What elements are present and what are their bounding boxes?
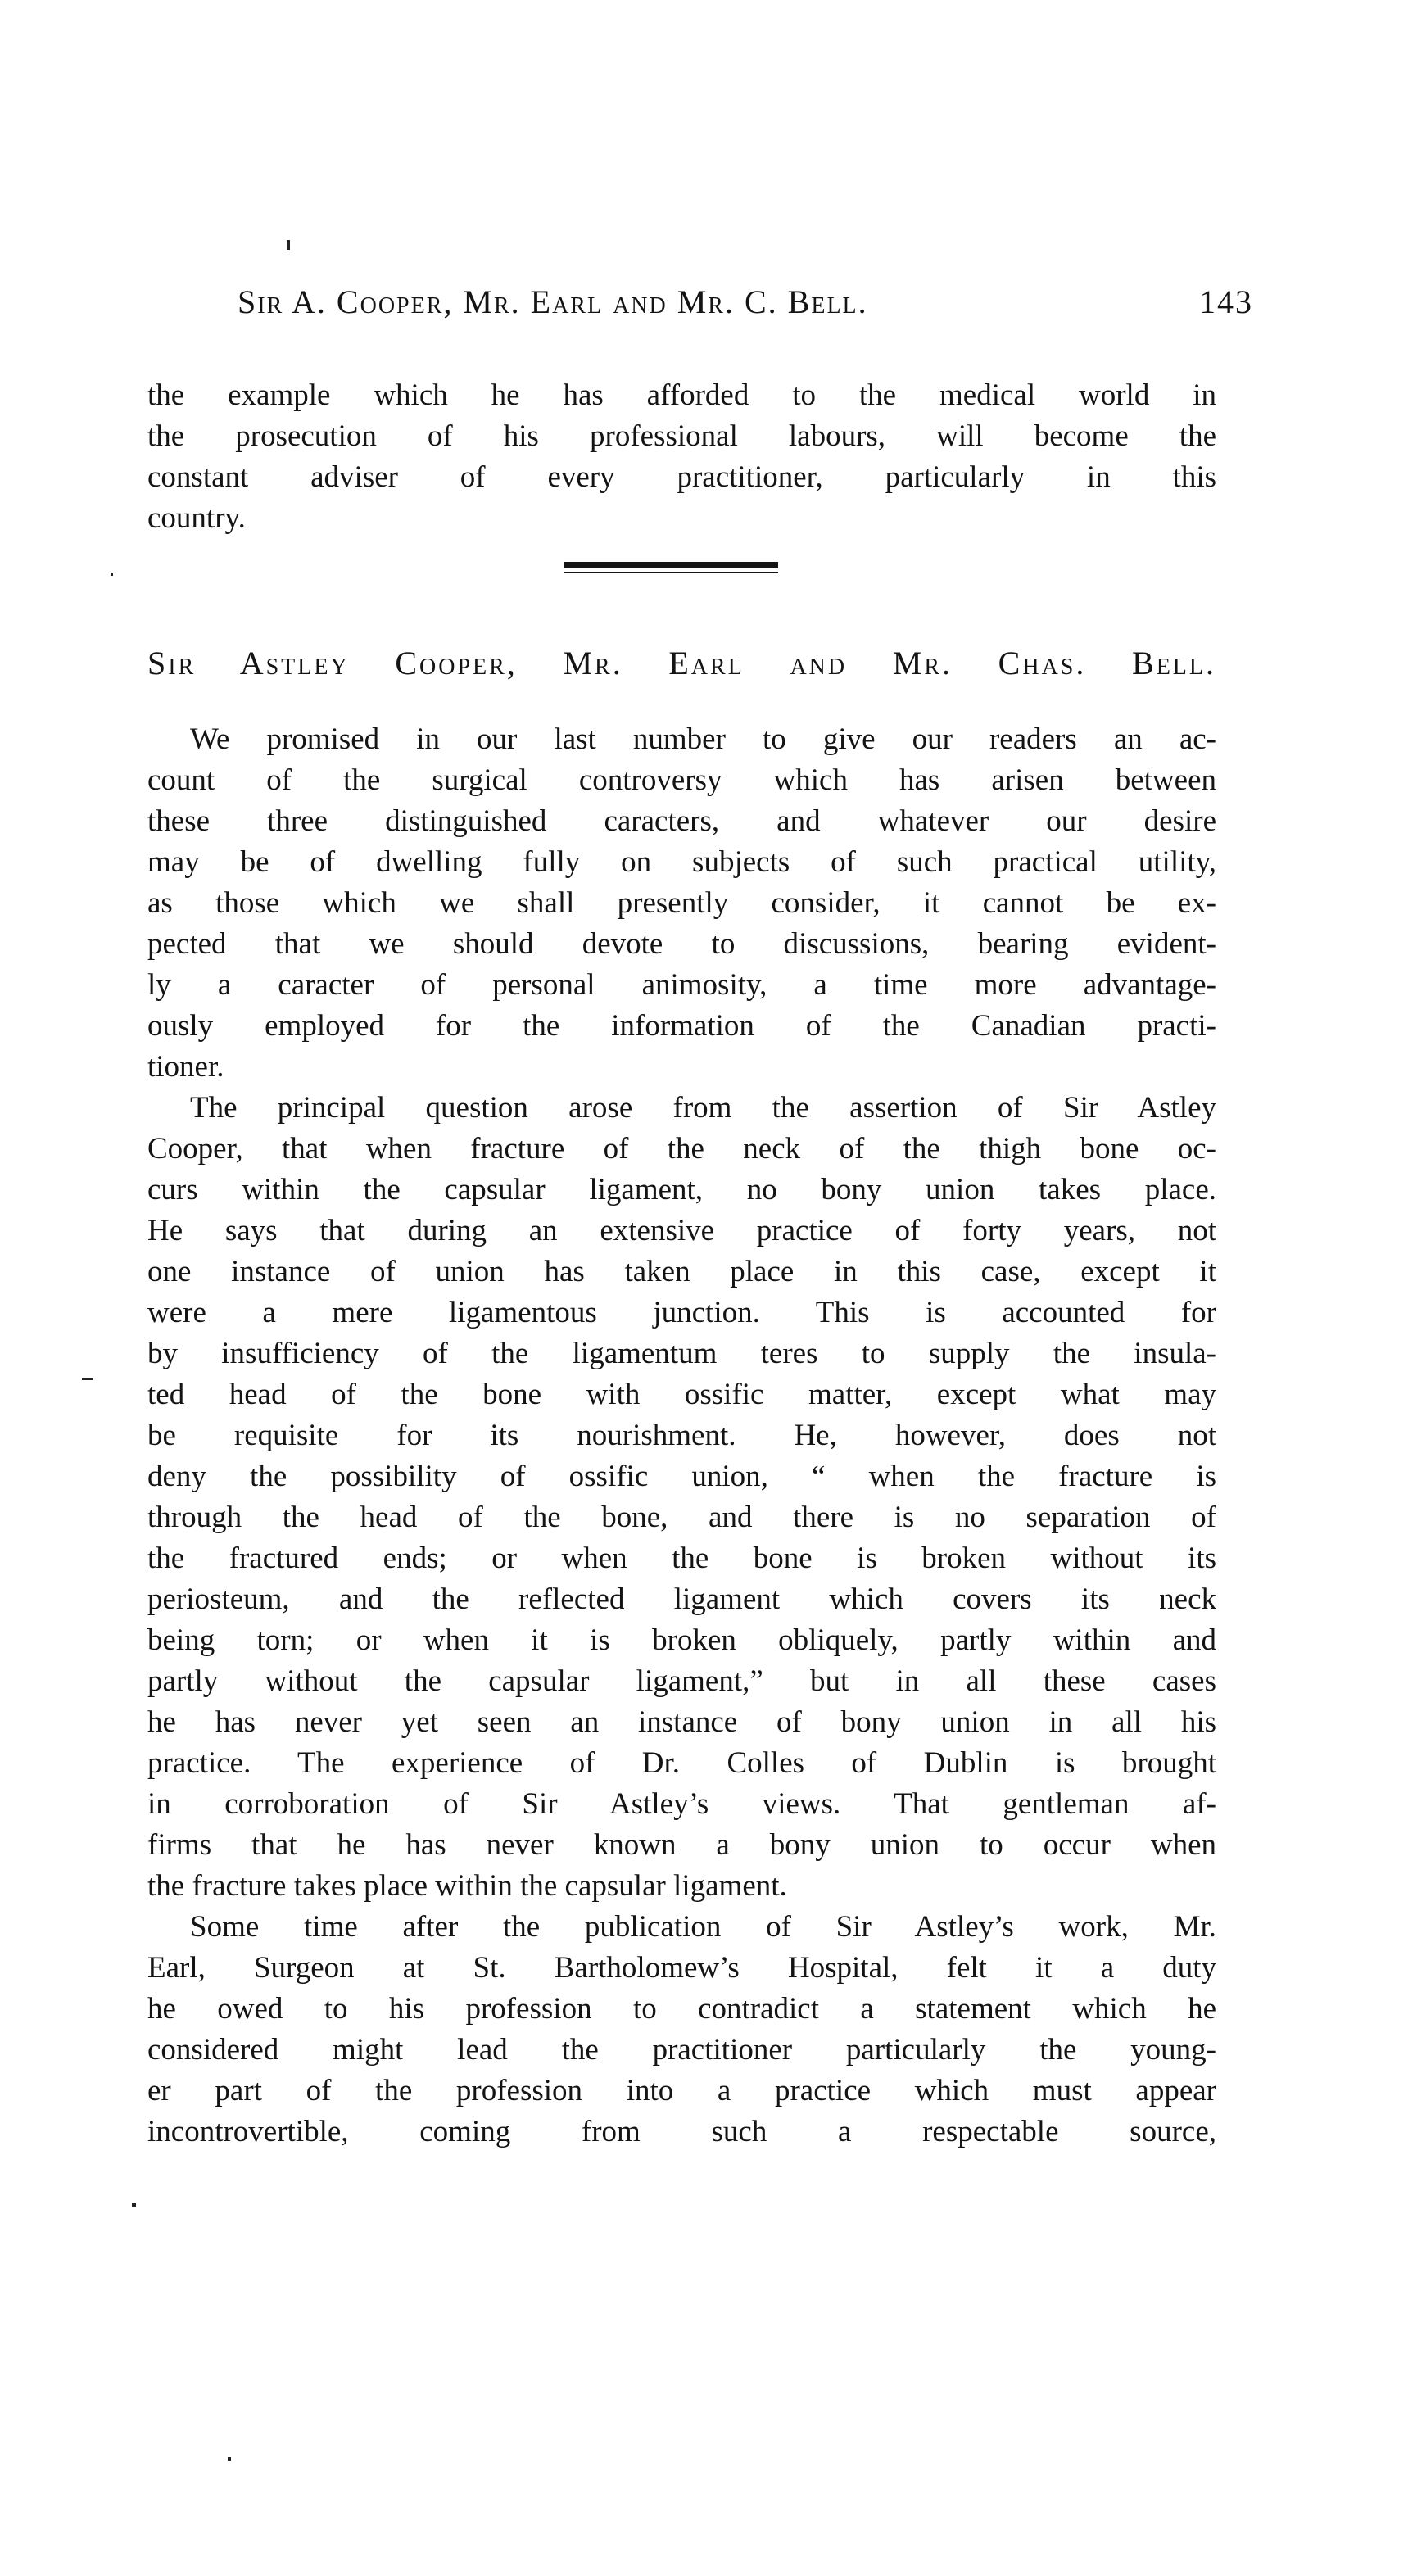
text-line: ted head of the bone with ossific matter, except what may [147, 1378, 1216, 1411]
paragraph [147, 1907, 1216, 2153]
text-line: the fracture takes place within the capsular ligament. [147, 1869, 787, 1903]
paragraph [147, 719, 1216, 1088]
text-line: as those which we shall presently consider, it cannot be ex- [147, 886, 1216, 920]
text-line: the example which he has afforded to the medical world in [147, 378, 1216, 412]
text-line: partly without the capsular ligament,” but in all these cases [147, 1664, 1216, 1698]
scan-speck [132, 2203, 136, 2207]
text-line: by insufficiency of the ligamentum teres to supply the insula- [147, 1337, 1216, 1370]
text-line: He says that during an extensive practice of forty years, not [147, 1214, 1216, 1247]
running-header [238, 283, 1253, 332]
text-line: he owed to his profession to contradict a statement which he [147, 1992, 1216, 2026]
text-line: in corroboration of Sir Astley’s views. That gentleman af- [147, 1787, 1216, 1821]
scan-speck [287, 240, 290, 250]
separator-thin-rule [564, 572, 778, 573]
text-line: count of the surgical controversy which has arisen between [147, 763, 1216, 797]
text-line: country. [147, 501, 246, 535]
text-line: We promised in our last number to give our readers an ac- [190, 722, 1216, 756]
text-line: he has never yet seen an instance of bony union in all his [147, 1705, 1216, 1739]
text-line: Cooper, that when fracture of the neck of the thigh bone oc- [147, 1132, 1216, 1166]
text-line: tioner. [147, 1050, 224, 1084]
section-separator-rule [564, 562, 778, 577]
text-line: incontrovertible, coming from such a respectable source, [147, 2115, 1216, 2148]
text-line: deny the possibility of ossific union, “ when the fracture is [147, 1460, 1216, 1493]
article-body [147, 719, 1216, 2153]
text-line: firms that he has never known a bony union to occur when [147, 1828, 1216, 1862]
article-heading: Sir Astley Cooper, Mr. Earl and Mr. Chas. Bell. [147, 645, 1216, 681]
text-line: constant adviser of every practitioner, particularly in this [147, 460, 1216, 494]
text-line: The principal question arose from the assertion of Sir Astley [190, 1091, 1216, 1125]
text-line: Earl, Surgeon at St. Bartholomew’s Hospital, felt it a duty [147, 1951, 1216, 1985]
text-line: were a mere ligamentous junction. This is accounted for [147, 1296, 1216, 1329]
text-line: pected that we should devote to discussions, bearing evident- [147, 927, 1216, 961]
scan-speck [82, 1378, 93, 1380]
separator-thick-rule [564, 562, 778, 568]
text-line: may be of dwelling fully on subjects of such practical utility, [147, 845, 1216, 879]
text-line: the fractured ends; or when the bone is broken without its [147, 1542, 1216, 1575]
text-line: periosteum, and the reflected ligament which covers its neck [147, 1582, 1216, 1616]
paragraph [147, 1088, 1216, 1907]
text-line: ously employed for the information of the Canadian practi- [147, 1009, 1216, 1043]
text-line: being torn; or when it is broken obliquely, partly within and [147, 1623, 1216, 1657]
text-line: these three distinguished caracters, and whatever our desire [147, 804, 1216, 838]
text-line: be requisite for its nourishment. He, however, does not [147, 1419, 1216, 1452]
text-line: er part of the profession into a practice which must appear [147, 2074, 1216, 2107]
carryover-paragraph [147, 375, 1216, 539]
scan-speck [228, 2457, 231, 2461]
text-line: ly a caracter of personal animosity, a time more advantage- [147, 968, 1216, 1002]
text-line: through the head of the bone, and there is no separation of [147, 1501, 1216, 1534]
text-line: curs within the capsular ligament, no bony union takes place. [147, 1173, 1216, 1207]
scan-speck [111, 573, 113, 576]
running-header-title: Sir A. Cooper, Mr. Earl and Mr. C. Bell. [238, 283, 868, 320]
text-line: one instance of union has taken place in this case, except it [147, 1255, 1216, 1288]
text-line: considered might lead the practitioner particularly the young- [147, 2033, 1216, 2067]
text-line: practice. The experience of Dr. Colles of Dublin is brought [147, 1746, 1216, 1780]
text-line: Some time after the publication of Sir Astley’s work, Mr. [190, 1910, 1216, 1944]
page-number: 143 [1199, 283, 1253, 320]
text-line: the prosecution of his professional labours, will become the [147, 419, 1216, 453]
